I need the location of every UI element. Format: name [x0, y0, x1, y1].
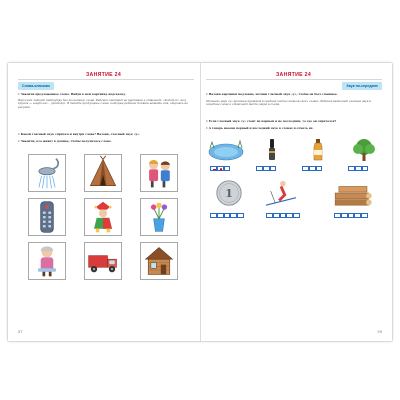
scheme-cell[interactable] [286, 213, 293, 218]
picture-card[interactable] [28, 198, 66, 236]
sound-scheme[interactable] [266, 213, 301, 218]
lesson-title: ЗАНЯТИЕ 24 [276, 72, 312, 78]
shower-head-icon [29, 155, 65, 191]
scheme-cell[interactable] [293, 213, 300, 218]
page-number: 57 [18, 330, 23, 334]
scheme-cell[interactable] [348, 213, 355, 218]
picture-card[interactable] [84, 198, 122, 236]
bottle-icon [298, 138, 338, 162]
pond-icon [206, 138, 246, 162]
scheme-cell[interactable] [224, 166, 231, 171]
right-page [202, 63, 392, 341]
word-picture [262, 178, 300, 208]
task-1: • Если гласный звук «у» стоит не первым и не последним, то где он спрятался? [206, 120, 337, 123]
sound-scheme[interactable] [210, 213, 245, 218]
scheme-cell[interactable] [334, 213, 341, 218]
scheme-cell[interactable] [217, 166, 224, 171]
word-picture [330, 178, 374, 208]
task-2: • Закончи, кто живёт в домике, чтобы получилась слово. [18, 140, 112, 143]
grandmother-icon [29, 243, 65, 279]
header-rule [206, 79, 382, 80]
sound-scheme[interactable] [210, 166, 231, 171]
scheme-cell[interactable] [263, 166, 270, 171]
word-picture [252, 138, 292, 162]
scheme-cell[interactable] [354, 213, 361, 218]
svg-text:1: 1 [225, 185, 233, 200]
scheme-cell[interactable] [309, 166, 316, 171]
sound-scheme[interactable] [256, 166, 277, 171]
left-page [8, 63, 198, 341]
task-intro: • Закончи предложенное слово. Найди к нем картинку-подсказку. [18, 93, 127, 96]
picture-card[interactable] [28, 154, 66, 192]
book-gutter [200, 63, 201, 341]
scheme-cell[interactable] [217, 213, 224, 218]
scheme-cell[interactable] [280, 213, 287, 218]
word-picture [210, 178, 248, 208]
skier-icon [262, 178, 300, 208]
scheme-cell[interactable] [355, 166, 362, 171]
logs-icon [330, 178, 374, 208]
scheme-cell[interactable] [230, 213, 237, 218]
topic-tab: Слова-ключики [18, 82, 54, 90]
house-icon [141, 243, 177, 279]
sound-scheme[interactable] [302, 166, 323, 171]
truck-icon [85, 243, 121, 279]
jester-icon [85, 199, 121, 235]
scheme-cell[interactable] [270, 166, 277, 171]
story-text: Обозначь звук «у» красным кружком в средней части схемы во всех словах. Ребёнок выделяет гласный звук в середине слова и отмечает место звука в схеме. [206, 100, 371, 107]
tent-icon [85, 155, 121, 191]
picture-card[interactable] [28, 242, 66, 280]
sound-scheme[interactable] [334, 213, 369, 218]
topic-tab: Звук по-середине [342, 82, 382, 90]
ruble-coin-icon [210, 178, 248, 208]
tree-icon [344, 138, 384, 162]
scheme-cell[interactable] [362, 166, 369, 171]
scheme-cell[interactable] [210, 213, 217, 218]
scheme-cell[interactable] [348, 166, 355, 171]
scheme-cell[interactable] [266, 213, 273, 218]
picture-card[interactable] [140, 242, 178, 280]
scheme-cell[interactable] [210, 166, 217, 171]
remote-control-icon [29, 199, 65, 235]
word-picture [298, 138, 338, 162]
scheme-cell[interactable] [316, 166, 323, 171]
scheme-cell[interactable] [302, 166, 309, 171]
scheme-cell[interactable] [256, 166, 263, 171]
header-rule [18, 79, 194, 80]
picture-card[interactable] [140, 198, 178, 236]
book-spread [8, 63, 392, 341]
mascara-icon [252, 138, 292, 162]
sound-scheme[interactable] [348, 166, 369, 171]
scheme-cell[interactable] [224, 213, 231, 218]
page-number: 59 [377, 330, 382, 334]
scheme-cell[interactable] [273, 213, 280, 218]
task-2: • А теперь назови первый и последний звук в словах и отметь их. [206, 127, 314, 130]
task-intro: • Назови картинки медленно, потяни гласный звук «у», чтобы он был слышнее. [206, 93, 338, 96]
scheme-cell[interactable] [361, 213, 368, 218]
task-1: • Какой гласный звук спрятался внутри слова? Назови, гласный звук «у». [18, 133, 140, 136]
children-icon [141, 155, 177, 191]
word-picture [206, 138, 246, 162]
picture-card[interactable] [84, 154, 122, 192]
lesson-title: ЗАНЯТИЕ 24 [86, 72, 122, 78]
scheme-cell[interactable] [237, 213, 244, 218]
scheme-cell[interactable] [341, 213, 348, 218]
picture-card[interactable] [84, 242, 122, 280]
picture-card[interactable] [140, 154, 178, 192]
flowers-vase-icon [141, 199, 177, 235]
word-picture [344, 138, 384, 162]
story-text: Взрослый читает прибаутку без последнего слова. Ребёнок смотрит на картинки и отвечает. «Ходит по лесу кругом — зовут его… (грибом)». В тексте пропущены слова, которые ребёнок должен назвать сам, опираясь на рисунки. [18, 99, 188, 109]
